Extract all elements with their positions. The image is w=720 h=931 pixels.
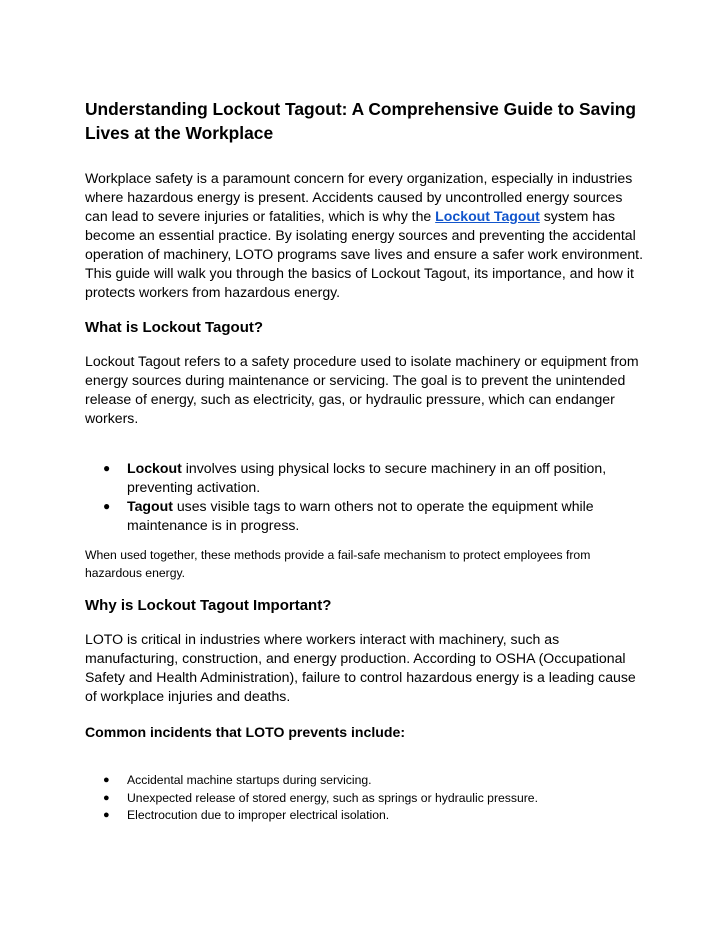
bullet-icon: ● xyxy=(103,461,111,475)
bullet-text: involves using physical locks to secure machinery in an off position, preventing activation. xyxy=(127,460,607,495)
bullet-text: Unexpected release of stored energy, such as springs or hydraulic pressure. xyxy=(127,790,538,805)
section2-paragraph: LOTO is critical in industries where workers interact with machinery, such as manufacturing, construction, and energy production. According to OSHA (Occupational Safety and Health Administration), failure to control hazardous energy is a leading cause of workplace injuries and deaths. xyxy=(85,631,636,704)
bullet-icon: ● xyxy=(103,809,110,821)
list-item xyxy=(85,772,645,790)
bullet-icon: ● xyxy=(103,791,110,804)
bullet-term: Lockout xyxy=(127,460,182,476)
intro-paragraph xyxy=(85,169,645,302)
list-item xyxy=(85,790,645,808)
bullet-term: Tagout xyxy=(127,498,173,514)
bullet-icon: ● xyxy=(103,499,111,513)
section-subheading-common-incidents: Common incidents that LOTO prevents include: xyxy=(85,724,406,740)
intro-text-before-link: Workplace safety is a paramount concern for every organization, especially in industries where hazardous energy is present. Accidents caused by uncontrolled energy sources can lead to severe injuries or fatalities, which is why the xyxy=(85,170,633,224)
list-item xyxy=(85,807,645,825)
bullet-text: Electrocution due to improper electrical isolation. xyxy=(127,808,390,822)
lockout-tagout-bullet-list xyxy=(85,459,645,535)
list-item xyxy=(85,497,645,535)
section-heading-what-is-loto: What is Lockout Tagout? xyxy=(85,319,264,336)
incidents-bullet-list xyxy=(85,772,645,825)
bullet-text: Accidental machine startups during servicing. xyxy=(127,773,372,787)
document-title: Understanding Lockout Tagout: A Comprehensive Guide to Saving Lives at the Workplace xyxy=(85,99,637,143)
list-item xyxy=(85,459,645,497)
section-heading-why-important: Why is Lockout Tagout Important? xyxy=(85,597,332,614)
section1-paragraph: Lockout Tagout refers to a safety procedure used to isolate machinery or equipment from energy sources during maintenance or servicing. The goal is to prevent the unintended release of energy, such as electricity, gas, or hydraulic pressure, which can endanger workers. xyxy=(85,353,639,426)
bullet-icon: ● xyxy=(103,774,110,786)
bullet-text: uses visible tags to warn others not to operate the equipment while maintenance is in progress. xyxy=(127,498,594,533)
document-content xyxy=(85,97,645,825)
intro-text-after-link: system has become an essential practice. By isolating energy sources and preventing the accidental operation of machinery, LOTO programs save lives and ensure a safer work environment. This guide will walk you through the basics of Lockout Tagout, its importance, and how it protects workers from hazardous energy. xyxy=(85,208,644,300)
lockout-tagout-link[interactable]: Lockout Tagout xyxy=(435,208,540,224)
section1-note: When used together, these methods provide a fail-safe mechanism to protect employees from hazardous energy. xyxy=(85,548,591,580)
